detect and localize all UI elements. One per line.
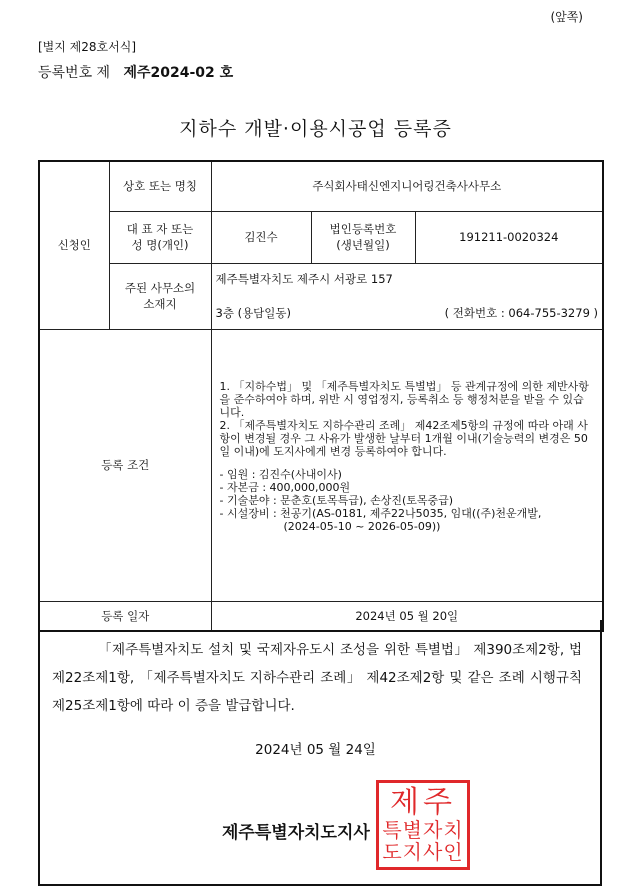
condition-item-officer: - 임원 : 김진수(사내이사) bbox=[219, 467, 342, 481]
issue-date: 2024년 05 월 24일 bbox=[255, 742, 376, 758]
seal-line2: 특별자치 bbox=[382, 818, 464, 842]
official-seal bbox=[376, 780, 470, 870]
registration-number-line bbox=[38, 62, 233, 82]
company-label: 상호 또는 명칭 bbox=[109, 161, 211, 211]
seal-line1: 제주 bbox=[390, 785, 456, 820]
corp-number-value: 191211-0020324 bbox=[415, 211, 603, 263]
conditions-label: 등록 조건 bbox=[39, 329, 211, 601]
corp-number-label-line2: (생년월일) bbox=[336, 238, 390, 252]
condition-item-technical: - 기술분야 : 문춘호(토목특급), 손상진(토목중급) bbox=[219, 493, 454, 507]
registration-date-label: 등록 일자 bbox=[39, 601, 211, 631]
registration-prefix: 등록번호 제 bbox=[38, 65, 111, 81]
applicant-label: 신청인 bbox=[39, 161, 109, 329]
company-value: 주식회사태신엔지니어링건축사사무소 bbox=[211, 161, 603, 211]
office-label-line2: 소재지 bbox=[143, 297, 177, 311]
representative-label bbox=[109, 211, 211, 263]
registration-table bbox=[38, 160, 604, 632]
office-label-line1: 주된 사무소의 bbox=[124, 281, 196, 295]
address-line1: 제주특별자치도 제주시 서광로 157 bbox=[215, 272, 393, 286]
condition-item-capital: - 자본금 : 400,000,000원 bbox=[219, 480, 351, 494]
office-address bbox=[211, 263, 603, 329]
corp-number-label-line1: 법인등록번호 bbox=[329, 222, 397, 236]
office-label bbox=[109, 263, 211, 329]
representative-label-line1: 대 표 자 또는 bbox=[126, 222, 194, 236]
form-number: [별지 제28호서식] bbox=[38, 40, 136, 54]
document-title: 지하수 개발·이용시공업 등록증 bbox=[179, 118, 452, 140]
registration-number: 제주2024-02 호 bbox=[123, 65, 234, 81]
condition-item-equipment: - 시설장비 : 천공기(AS-0181, 제주22나5035, 임대((주)천운개발, bbox=[219, 506, 542, 520]
bottom-border bbox=[38, 884, 602, 886]
phone-number: ( 전화번호 : 064-755-3279 ) bbox=[444, 306, 599, 320]
corp-number-label bbox=[311, 211, 415, 263]
condition-2: 2. 「제주특별자치도 지하수관리 조례」 제42조제5항의 규정에 따라 아래 사항이 변경될 경우 그 사유가 발생한 날부터 1개월 이내(기술능력의 변경은 50일 이내)에 도지사에게 변경 등록하여야 합니다. bbox=[219, 418, 588, 458]
issuer-name: 제주특별자치도지사 bbox=[222, 823, 370, 843]
page-side-label: (앞쪽) bbox=[550, 10, 583, 24]
condition-item-equipment-period: (2024-05-10 ~ 2026-05-09)) bbox=[283, 519, 441, 533]
condition-items bbox=[220, 468, 595, 533]
address-line2: 3층 (용담일동) bbox=[215, 306, 291, 320]
seal-line3: 도지사인 bbox=[382, 840, 464, 864]
representative-value: 김진수 bbox=[211, 211, 311, 263]
representative-label-line2: 성 명(개인) bbox=[131, 238, 189, 252]
address-line2-row bbox=[216, 305, 599, 321]
condition-1: 1. 「지하수법」 및 「제주특별자치도 특별법」 등 관계규정에 의한 제반사항을 준수하여야 하며, 위반 시 영업정지, 등록취소 등 행정처분을 받을 수 있습니다. bbox=[219, 379, 589, 419]
conditions-content bbox=[211, 329, 603, 601]
issuance-statement: 「제주특별자치도 설치 및 국제자유도시 조성을 위한 특별법」 제390조제2항, 법 제22조제1항, 「제주특별자치도 지하수관리 조례」 제42조제2항 및 같은 조례 시행규칙 제25조제1항에 따라 이 증을 발급합니다. bbox=[52, 642, 582, 714]
registration-date-value: 2024년 05 월 20일 bbox=[211, 601, 603, 631]
